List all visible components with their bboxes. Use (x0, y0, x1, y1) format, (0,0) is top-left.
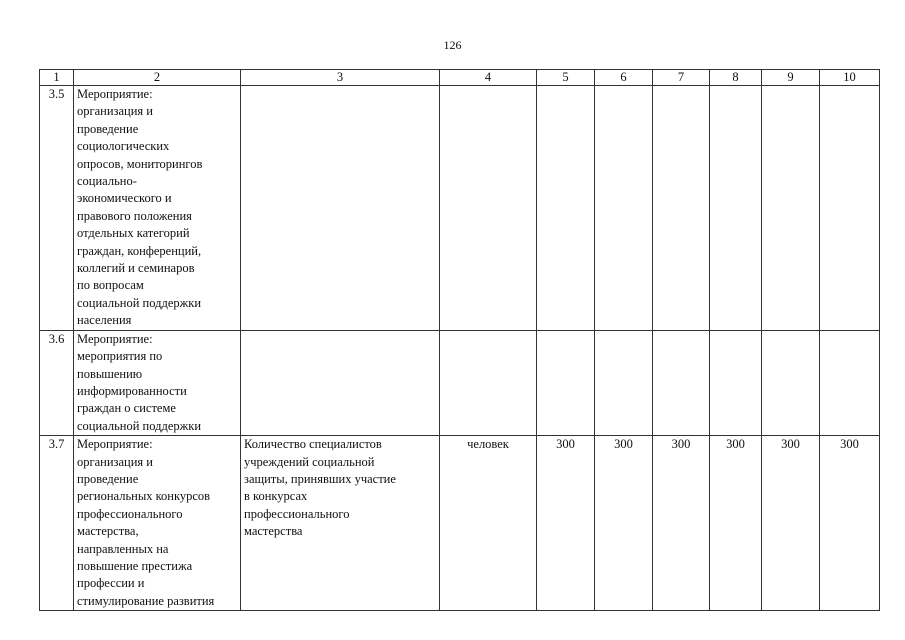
row-number: 3.6 (40, 330, 74, 435)
value-cell (537, 86, 595, 331)
indicator-cell (241, 330, 440, 435)
column-header-9: 9 (762, 70, 820, 86)
measure-name-line: социальной поддержки (77, 295, 202, 310)
value-cell: 300 (595, 436, 653, 611)
column-header-3: 3 (241, 70, 440, 86)
value-cell (710, 86, 762, 331)
value-cell (820, 86, 880, 331)
measure-name-line: направленных на (77, 541, 169, 556)
column-header-10: 10 (820, 70, 880, 86)
measure-name-cell (74, 330, 241, 435)
measure-name-line: проведение (77, 121, 139, 136)
measure-name-line: коллегий и семинаров (77, 261, 195, 276)
measure-name-line: региональных конкурсов (77, 489, 211, 504)
indicator-line: профессионального (244, 506, 350, 521)
measure-name-line: социологических (77, 139, 170, 154)
measure-name-line: правового положения (77, 208, 192, 223)
measure-name-line: экономического и (77, 191, 172, 206)
unit-cell (440, 330, 537, 435)
measure-name-line: граждан о системе (77, 401, 176, 416)
column-header-6: 6 (595, 70, 653, 86)
measure-name-line: стимулирование развития (77, 593, 215, 608)
column-header-4: 4 (440, 70, 537, 86)
measure-name-line: повышению (77, 366, 143, 381)
measure-name-line: социально- (77, 174, 137, 189)
value-cell (595, 330, 653, 435)
table-row (40, 330, 880, 435)
indicator-line: защиты, принявших участие (244, 471, 396, 486)
value-cell (537, 330, 595, 435)
measure-name-line: Мероприятие: (77, 331, 153, 346)
measure-name-line: проведение (77, 471, 139, 486)
measure-name-line: Мероприятие: (77, 437, 153, 452)
value-cell (595, 86, 653, 331)
value-cell (762, 86, 820, 331)
value-cell (762, 330, 820, 435)
measure-name-line: мастерства, (77, 524, 139, 539)
page-number: 126 (443, 38, 462, 52)
measure-name-line: мероприятия по (77, 349, 163, 364)
measure-name-line: организация и (77, 454, 153, 469)
measure-name-line: граждан, конференций, (77, 243, 202, 258)
measure-name-line: повышение престижа (77, 558, 193, 573)
measure-name-line: Мероприятие: (77, 87, 153, 101)
column-header-1: 1 (40, 70, 74, 86)
indicator-cell (241, 86, 440, 331)
indicator-cell (241, 436, 440, 611)
measure-name-line: информированности (77, 383, 187, 398)
column-header-5: 5 (537, 70, 595, 86)
measure-name-line: по вопросам (77, 278, 144, 293)
measure-name-line: опросов, мониторингов (77, 156, 203, 171)
indicator-line: в конкурсах (244, 489, 308, 504)
value-cell: 300 (820, 436, 880, 611)
measure-name-cell (74, 436, 241, 611)
measure-name-line: профессионального (77, 506, 183, 521)
indicator-line: учреждений социальной (244, 454, 375, 469)
column-header-8: 8 (710, 70, 762, 86)
value-cell (820, 330, 880, 435)
value-cell (653, 330, 710, 435)
unit-cell: человек (440, 436, 537, 611)
indicator-line: Количество специалистов (244, 437, 382, 452)
value-cell: 300 (653, 436, 710, 611)
indicators-table (39, 69, 880, 611)
value-cell (653, 86, 710, 331)
value-cell: 300 (710, 436, 762, 611)
value-cell (710, 330, 762, 435)
column-header-7: 7 (653, 70, 710, 86)
table-header-row (40, 70, 880, 86)
column-header-2: 2 (74, 70, 241, 86)
measure-name-line: населения (77, 313, 132, 328)
measure-name-line: организация и (77, 104, 153, 119)
measure-name-line: профессии и (77, 576, 145, 591)
measure-name-line: социальной поддержки (77, 418, 202, 433)
value-cell: 300 (537, 436, 595, 611)
table-row (40, 86, 880, 331)
row-number: 3.7 (40, 436, 74, 611)
measure-name-line: отдельных категорий (77, 226, 190, 241)
row-number: 3.5 (40, 86, 74, 331)
table-row (40, 436, 880, 611)
value-cell: 300 (762, 436, 820, 611)
unit-cell (440, 86, 537, 331)
indicator-line: мастерства (244, 524, 303, 539)
measure-name-cell (74, 86, 241, 331)
